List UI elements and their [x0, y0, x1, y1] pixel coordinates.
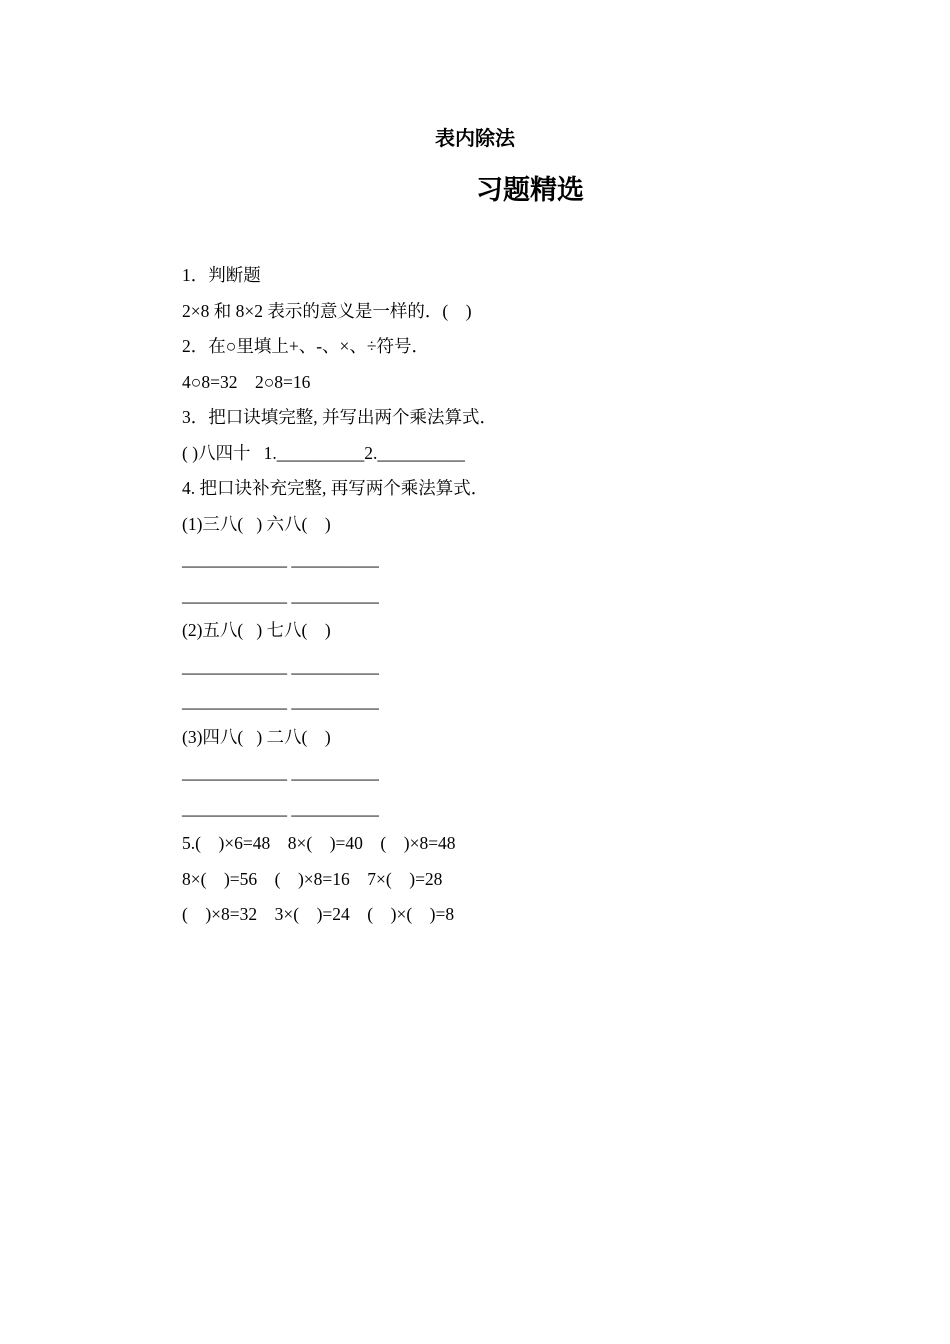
- question-2-heading: 2．在○里填上+、-、×、÷符号．: [182, 336, 429, 356]
- exercise-content: [182, 258, 782, 933]
- question-1-text: 2×8 和 8×2 表示的意义是一样的．( ): [182, 300, 472, 321]
- document-title: 习题精选: [476, 175, 584, 206]
- question-4-part-3: (3)四八( ) 二八( ): [182, 726, 331, 747]
- answer-blank-line: ____________ __________: [182, 549, 379, 569]
- answer-blank-line: ____________ __________: [182, 584, 379, 605]
- question-5-row-2: 8×( )=56 ( )×8=16 7×( )=28: [182, 868, 443, 889]
- question-5-row-3: ( )×8=32 3×( )=24 ( )×( )=8: [182, 904, 455, 924]
- question-4-heading: 4. 把口诀补充完整, 再写两个乘法算式．: [182, 478, 489, 498]
- document-subtitle: 表内除法: [435, 126, 515, 150]
- answer-blank-line: ____________ __________: [182, 797, 379, 818]
- question-3-heading: 3．把口诀填完整, 并写出两个乘法算式．: [182, 407, 497, 427]
- question-2-text: 4○8=32 2○8=16: [182, 371, 311, 392]
- question-1-heading: 1．判断题: [182, 265, 261, 285]
- answer-blank-line: ____________ __________: [182, 762, 379, 782]
- answer-blank-line: ____________ __________: [182, 655, 379, 676]
- answer-blank-line: ____________ __________: [182, 691, 379, 711]
- question-4-part-2: (2)五八( ) 七八( ): [182, 620, 331, 640]
- question-4-part-1: (1)三八( ) 六八( ): [182, 513, 331, 534]
- question-5-row-1: 5.( )×6=48 8×( )=40 ( )×8=48: [182, 833, 456, 853]
- question-3-text: ( )八四十 1.__________2.__________: [182, 442, 465, 463]
